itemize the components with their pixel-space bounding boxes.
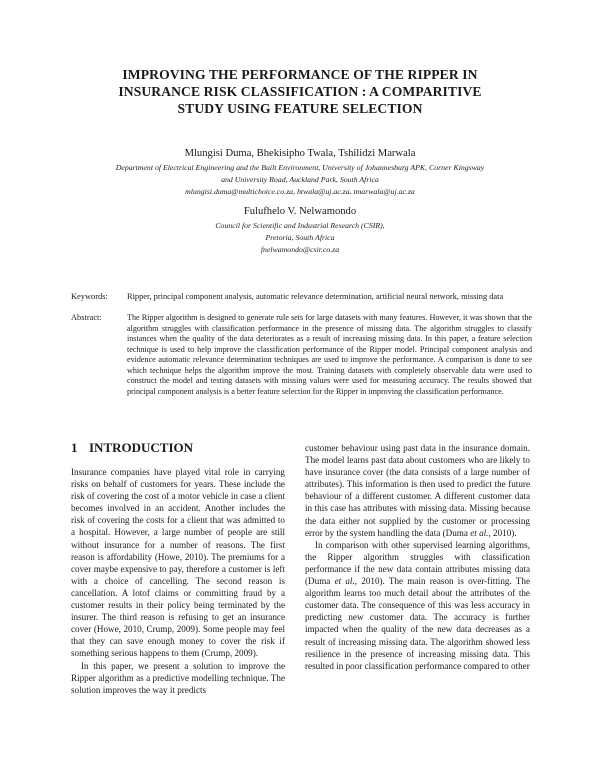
- title-line: INSURANCE RISK CLASSIFICATION : A COMPARITIVE: [118, 84, 482, 99]
- section-heading: [71, 440, 193, 456]
- title-line: IMPROVING THE PERFORMANCE OF THE RIPPER IN: [122, 67, 478, 82]
- affiliation-line: Pretoria, South Africa: [265, 233, 335, 242]
- right-column: [305, 442, 530, 672]
- section-title: INTRODUCTION: [89, 440, 194, 455]
- affiliation-first: [40, 162, 560, 198]
- abstract-label: Abstract:: [71, 313, 102, 322]
- paragraph: In this paper, we present a solution to improve the Ripper algorithm as a predictive modelling technique. The solution improves the way it predicts: [71, 660, 285, 695]
- paragraph: customer behaviour using past data in the insurance domain. The model learns past data about customers who are likely to have insurance cover (the data consists of a large number of attributes). This information is then used to predict the future behaviour of a different customer. A different customer data in this case has attributes with missing data. Missing because the data either not supplied by the customer or processing error by the system handling the data (Duma et al., 2010).: [305, 443, 530, 538]
- citation-etal: et al.: [334, 576, 355, 587]
- affiliation-line: and University Road, Auckland Park, South Africa: [221, 175, 379, 184]
- left-column: [71, 466, 285, 696]
- authors-second: Fulufhelo V. Nelwamondo: [243, 206, 357, 217]
- abstract-text: The Ripper algorithm is designed to generate rule sets for large datasets with many features. However, it was shown that the algorithm struggles with classification performance in the presence of missing data. The algorithm struggles to classify instances when the quality of the data deteriorates as a result of increasing missing data. In this paper, a feature selection technique is used to help improve the classification performance of the Ripper model. Principal component analysis and evidence automatic relevance determination techniques are used to improve the performance. A comparison is done to see which technique helps the algorithm improve the most. Training datasets with completely observable data were used to construct the model and testing datasets with missing values were used for measuring accuracy. The results showed that principal component analysis is a better feature selection for the Ripper in improving the classification performance.: [127, 313, 532, 396]
- keywords-label: Keywords:: [71, 292, 108, 301]
- affiliation-second: [40, 220, 560, 256]
- affiliation-line: Council for Scientific and Industrial Research (CSIR),: [215, 221, 385, 230]
- keywords-text: Ripper, principal component analysis, automatic relevance determination, artificial neural network, missing data: [127, 292, 504, 301]
- author-emails: mlungisi.duma@multichoice.co.za, btwala@uj.ac.za, tmarwala@uj.ac.za: [185, 187, 415, 196]
- section-number: 1: [71, 440, 78, 455]
- citation-etal: et al.: [470, 527, 489, 538]
- authors-first: Mlungisi Duma, Bhekisipho Twala, Tshilidzi Marwala: [184, 148, 416, 159]
- title-line: STUDY USING FEATURE SELECTION: [177, 101, 423, 116]
- paper-title: [60, 66, 540, 117]
- paragraph: In comparison with other supervised learning algorithms, the Ripper algorithm struggles with classification performance if the new data contain attributes missing data (Duma et al., 2010). The main reason is over-fitting. The algorithm learns too much detail about the attributes of the customer data. The consequence of this was less accuracy in predicting new customer data. The accuracy is further impacted when the quality of the new data decreases as a result of increasing missing data. The algorithm showed less resilience in the presence of increasing missing data. This resulted in poor classification performance compared to other: [305, 539, 530, 671]
- paragraph: Insurance companies have played vital role in carrying risks on behalf of customers for years. These include the risk of covering the cost of a motor vehicle in case a client becomes involved in an accident. Another includes the risk of covering the costs for a client that was admitted to a hospital. However, a large number of people are still without insurance for a number of reasons. The first reason is affordability (Howe, 2010). The premiums for a cover maybe expensive to pay, therefore a customer is left with a choice of cancelling. The second reason is cancellation. A lotof claims or committing fraud by a customer results in their policy being terminated by the insurer. The third reason is refusing to get an insurance cover (Howe, 2010, Crump, 2009). Some people may feel that they can save enough money to cover the risk if something serious happens to them (Crump, 2009).: [71, 467, 285, 659]
- affiliation-line: Department of Electrical Engineering and the Built Environment, University of Johannesburg APK, Corner Kingsway: [115, 163, 485, 172]
- author-email: fnelwamondo@csir.co.za: [260, 245, 340, 254]
